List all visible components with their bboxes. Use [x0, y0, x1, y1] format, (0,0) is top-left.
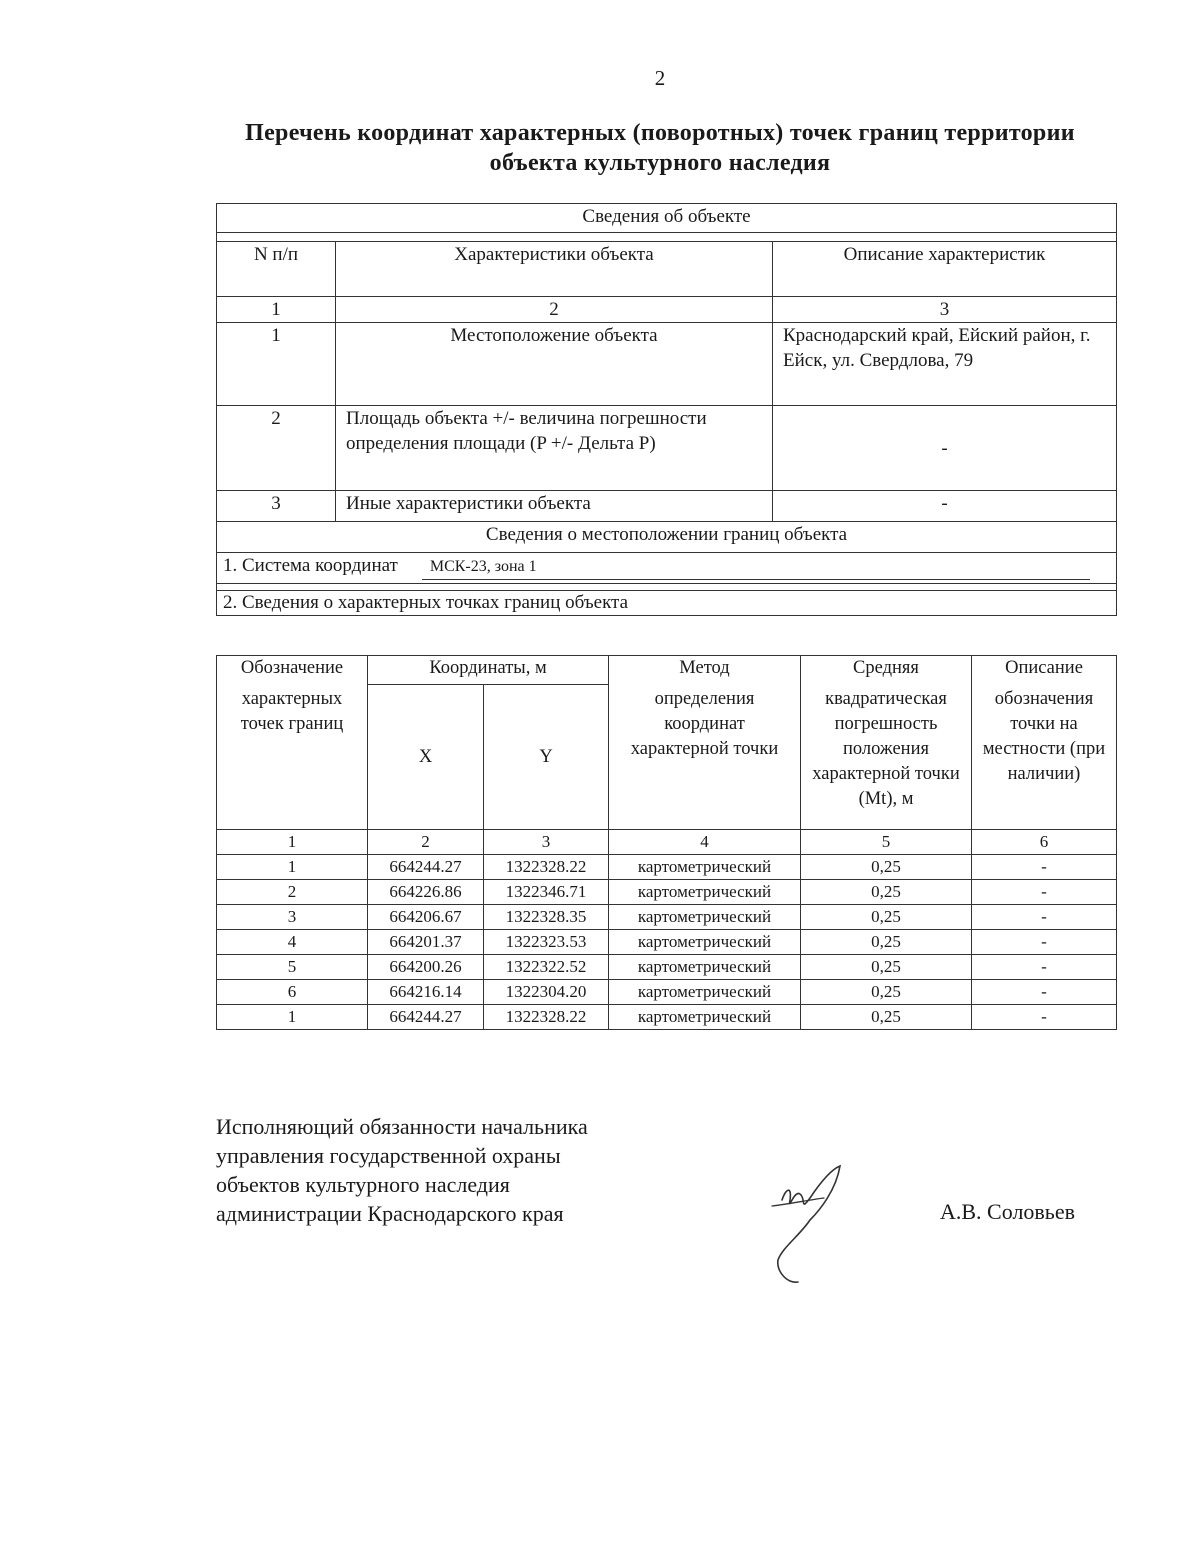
col-index: 6	[972, 830, 1117, 855]
col-index: 4	[609, 830, 801, 855]
position-line: администрации Краснодарского края	[216, 1201, 564, 1226]
point-x: 664200.26	[368, 955, 484, 980]
point-method: картометрический	[609, 905, 801, 930]
h-method-rest: определения координат характерной точки	[630, 689, 779, 759]
point-description: -	[972, 955, 1117, 980]
h-designation-rest: характерных точек границ	[240, 689, 344, 734]
point-method: картометрический	[609, 980, 801, 1005]
point-error: 0,25	[801, 880, 972, 905]
coord-system-row	[217, 553, 1117, 584]
handwritten-signature	[760, 1160, 860, 1290]
col-index: 5	[801, 830, 972, 855]
point-y: 1322328.35	[484, 905, 609, 930]
col-index: 1	[217, 297, 336, 323]
point-method: картометрический	[609, 955, 801, 980]
title-line-1: Перечень координат характерных (поворотных) точек границ территории	[245, 120, 1075, 146]
table-row	[217, 955, 1117, 980]
point-id: 1	[217, 1005, 368, 1030]
col-header-description: Описание характеристик	[773, 242, 1117, 297]
coord-system-value: МСК-23, зона 1	[422, 554, 1090, 580]
h-designation	[217, 656, 368, 830]
h-y: Y	[484, 685, 609, 830]
object-info-heading: Сведения об объекте	[217, 204, 1117, 233]
point-id: 2	[217, 880, 368, 905]
point-id: 1	[217, 855, 368, 880]
col-header-characteristic: Характеристики объекта	[336, 242, 773, 297]
point-description: -	[972, 855, 1117, 880]
h-coordinates: Координаты, м	[368, 656, 609, 685]
point-y: 1322328.22	[484, 855, 609, 880]
title-line-2: объекта культурного наследия	[489, 150, 831, 176]
table-row	[217, 905, 1117, 930]
col-index: 3	[773, 297, 1117, 323]
row-characteristic: Площадь объекта +/- величина погрешности определения площади (P +/- Дельта P)	[336, 406, 773, 491]
table-row	[217, 980, 1117, 1005]
row-num: 3	[217, 491, 336, 522]
point-id: 4	[217, 930, 368, 955]
row-characteristic: Иные характеристики объекта	[336, 491, 773, 522]
points-table	[216, 655, 1117, 1030]
point-method: картометрический	[609, 1005, 801, 1030]
spacer-row	[217, 233, 1117, 242]
coord-system-label: 1. Система координат	[223, 555, 398, 576]
col-index: 3	[484, 830, 609, 855]
table-row	[217, 1005, 1117, 1030]
point-method: картометрический	[609, 855, 801, 880]
row-description: Краснодарский край, Ейский район, г. Ейск, ул. Свердлова, 79	[773, 323, 1117, 406]
point-method: картометрический	[609, 930, 801, 955]
point-x: 664201.37	[368, 930, 484, 955]
h-method	[609, 656, 801, 830]
row-num: 1	[217, 323, 336, 406]
h-description-top: Описание	[1005, 658, 1083, 678]
point-error: 0,25	[801, 980, 972, 1005]
point-x: 664244.27	[368, 855, 484, 880]
h-error-rest: квадратическая погрешность положения характерной точки (Mt), м	[812, 689, 960, 809]
point-y: 1322328.22	[484, 1005, 609, 1030]
row-num: 2	[217, 406, 336, 491]
point-x: 664206.67	[368, 905, 484, 930]
h-description	[972, 656, 1117, 830]
table-row	[217, 930, 1117, 955]
point-description: -	[972, 1005, 1117, 1030]
signatory-position	[216, 1112, 588, 1228]
document-title	[200, 118, 1120, 178]
col-index: 2	[368, 830, 484, 855]
point-y: 1322346.71	[484, 880, 609, 905]
point-description: -	[972, 880, 1117, 905]
h-designation-top: Обозначение	[240, 658, 344, 678]
point-id: 5	[217, 955, 368, 980]
position-line: Исполняющий обязанности начальника	[216, 1114, 588, 1139]
point-error: 0,25	[801, 855, 972, 880]
row-description: -	[773, 491, 1117, 522]
table-row	[217, 855, 1117, 880]
h-description-rest: обозначения точки на местности (при наличии)	[982, 689, 1106, 784]
spacer-row	[217, 584, 1117, 591]
table-row	[217, 880, 1117, 905]
point-y: 1322323.53	[484, 930, 609, 955]
borders-heading: Сведения о местоположении границ объекта	[217, 522, 1117, 553]
point-error: 0,25	[801, 905, 972, 930]
point-description: -	[972, 980, 1117, 1005]
page-number: 2	[654, 66, 666, 90]
point-y: 1322304.20	[484, 980, 609, 1005]
point-x: 664226.86	[368, 880, 484, 905]
h-error	[801, 656, 972, 830]
point-description: -	[972, 905, 1117, 930]
object-info-table	[216, 203, 1117, 616]
point-x: 664216.14	[368, 980, 484, 1005]
point-error: 0,25	[801, 955, 972, 980]
h-method-top: Метод	[679, 658, 730, 678]
row-characteristic: Местоположение объекта	[336, 323, 773, 406]
signatory-name: А.В. Соловьев	[940, 1199, 1075, 1224]
h-x: X	[368, 685, 484, 830]
h-error-top: Средняя	[853, 658, 919, 678]
points-heading: 2. Сведения о характерных точках границ объекта	[217, 591, 1117, 616]
point-description: -	[972, 930, 1117, 955]
col-index: 1	[217, 830, 368, 855]
position-line: объектов культурного наследия	[216, 1172, 510, 1197]
point-error: 0,25	[801, 930, 972, 955]
point-id: 3	[217, 905, 368, 930]
point-x: 664244.27	[368, 1005, 484, 1030]
col-header-num: N п/п	[217, 242, 336, 297]
position-line: управления государственной охраны	[216, 1143, 561, 1168]
row-description: -	[773, 406, 1117, 491]
point-error: 0,25	[801, 1005, 972, 1030]
point-y: 1322322.52	[484, 955, 609, 980]
point-id: 6	[217, 980, 368, 1005]
point-method: картометрический	[609, 880, 801, 905]
col-index: 2	[336, 297, 773, 323]
